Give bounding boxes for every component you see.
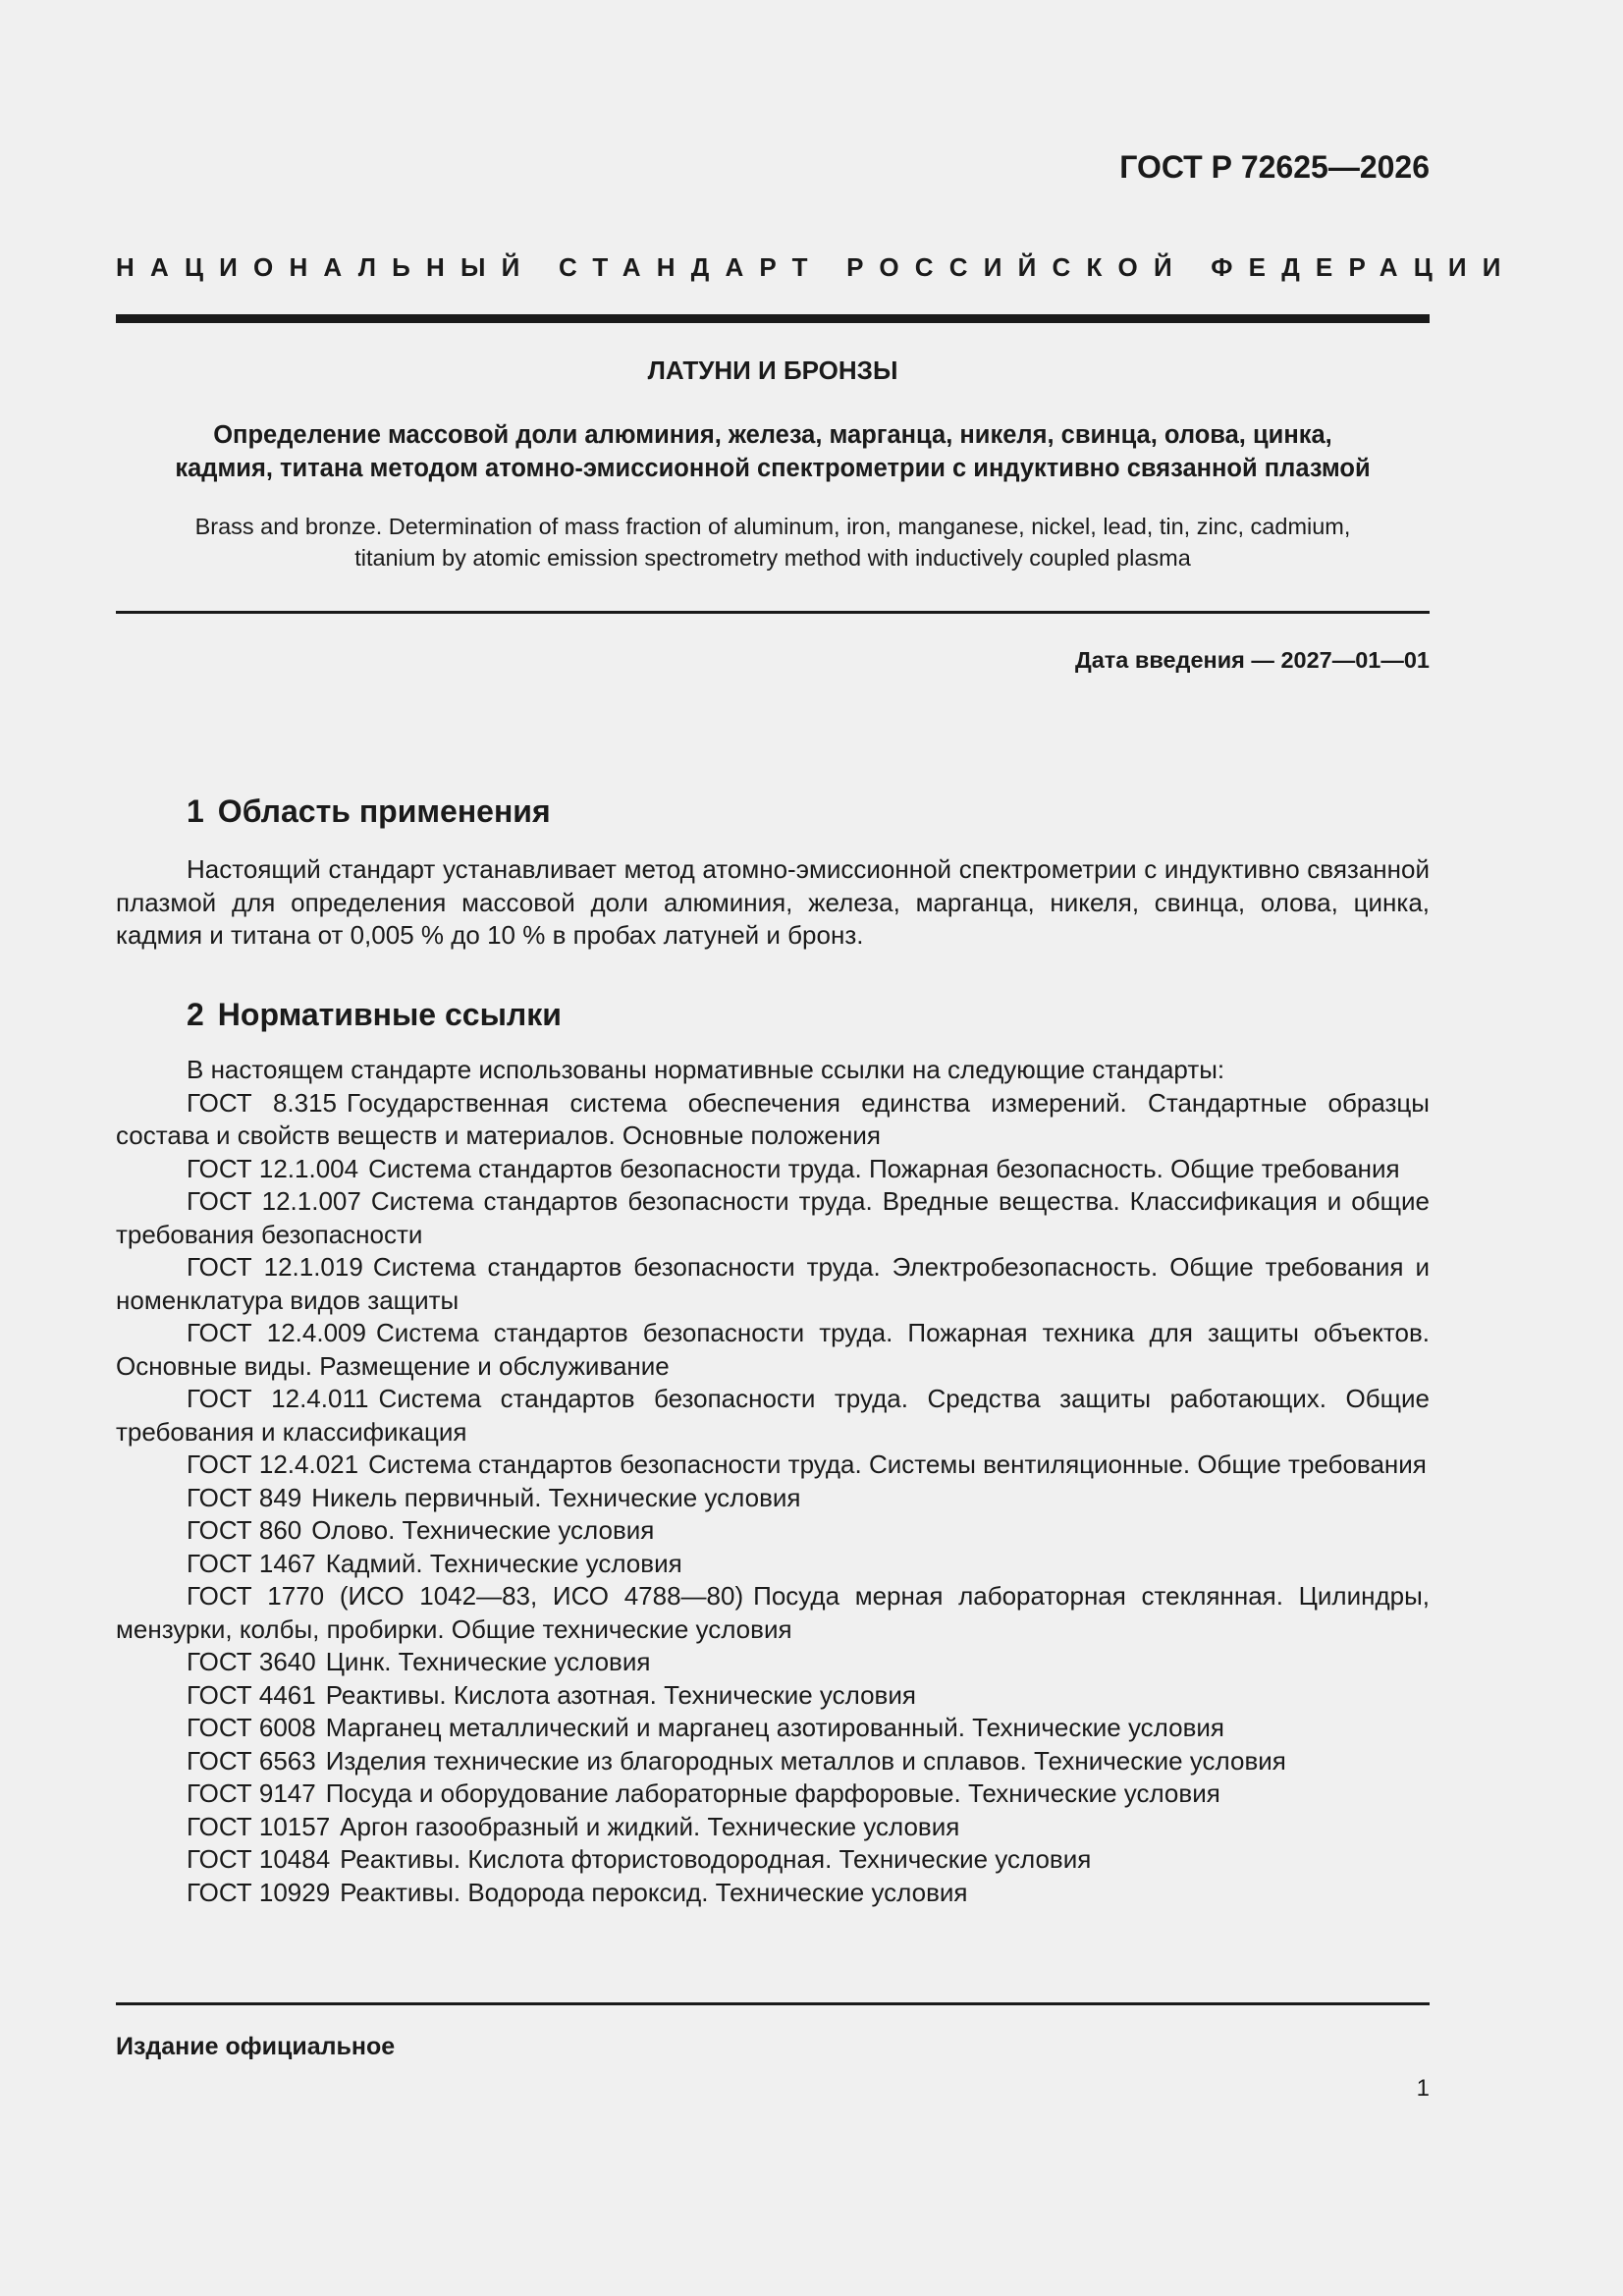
reference-code: ГОСТ 4461: [187, 1679, 316, 1710]
document-subtitle-line-2: кадмия, титана методом атомно-эмиссионной спектрометрии с индуктивно связанной плазмой: [175, 455, 1371, 482]
section-1-title: Область применения: [217, 793, 551, 829]
reference-item: [116, 1317, 1430, 1383]
english-title-line-1: Brass and bronze. Determination of mass fraction of aluminum, iron, manganese, nickel, lead, tin, zinc, cadmium,: [194, 514, 1351, 539]
references-intro: В настоящем стандарте использованы нормативные ссылки на следующие стандарты:: [187, 1055, 1225, 1084]
reference-item: [116, 1087, 1430, 1153]
english-title-line-2: titanium by atomic emission spectrometry method with inductively coupled plasma: [354, 545, 1191, 571]
reference-title: Система стандартов безопасности труда. Вредные вещества. Классификация и общие требования безопасности: [116, 1186, 1430, 1249]
reference-code: ГОСТ 1770 (ИСО 1042—83, ИСО 4788—80): [187, 1581, 744, 1611]
reference-title: Кадмий. Технические условия: [325, 1548, 682, 1578]
header-divider: [116, 314, 1430, 323]
document-page: [116, 0, 1517, 2296]
reference-code: ГОСТ 12.1.019: [187, 1252, 363, 1282]
document-number: ГОСТ Р 72625—2026: [1119, 149, 1430, 185]
reference-title: Государственная система обеспечения единства измерений. Стандартные образцы состава и свойств веществ и материалов. Основные положения: [116, 1087, 1430, 1150]
reference-title: Система стандартов безопасности труда. Системы вентиляционные. Общие требования: [368, 1449, 1427, 1479]
reference-code: ГОСТ 6008: [187, 1713, 316, 1742]
section-1-number: 1: [187, 793, 204, 829]
reference-title: Система стандартов безопасности труда. Пожарная безопасность. Общие требования: [368, 1153, 1400, 1183]
reference-code: ГОСТ 12.1.007: [187, 1186, 361, 1216]
reference-title: Изделия технические из благородных металлов и сплавов. Технические условия: [325, 1745, 1286, 1776]
reference-title: Аргон газообразный и жидкий. Технические условия: [340, 1811, 960, 1841]
normative-references-list: [116, 1054, 1430, 1909]
reference-title: Марганец металлический и марганец азотированный. Технические условия: [325, 1713, 1225, 1742]
reference-title: Реактивы. Кислота фтористоводородная. Технические условия: [340, 1844, 1092, 1874]
section-1-heading: [187, 792, 551, 831]
reference-code: ГОСТ 10157: [187, 1811, 331, 1841]
reference-title: Цинк. Технические условия: [325, 1647, 651, 1676]
section-2-heading: [187, 995, 562, 1034]
reference-item: [116, 1745, 1430, 1778]
reference-item: [116, 1548, 1430, 1581]
reference-title: Посуда и оборудование лабораторные фарфоровые. Технические условия: [325, 1778, 1220, 1808]
reference-item: [116, 1251, 1430, 1317]
reference-code: ГОСТ 12.4.021: [187, 1449, 359, 1479]
english-title: [116, 511, 1430, 574]
reference-code: ГОСТ 1467: [187, 1548, 316, 1578]
document-subtitle-line-1: Определение массовой доли алюминия, железа, марганца, никеля, свинца, олова, цинка,: [213, 421, 1332, 449]
section-2-number: 2: [187, 997, 204, 1032]
reference-code: ГОСТ 9147: [187, 1778, 316, 1808]
reference-code: ГОСТ 12.1.004: [187, 1153, 359, 1183]
reference-item: [116, 1712, 1430, 1745]
reference-item: [116, 1777, 1430, 1811]
reference-item: [116, 1580, 1430, 1646]
reference-code: ГОСТ 849: [187, 1482, 302, 1512]
reference-item: [116, 1514, 1430, 1548]
reference-code: ГОСТ 6563: [187, 1745, 316, 1776]
title-divider: [116, 611, 1430, 614]
reference-title: Реактивы. Водорода пероксид. Технические условия: [340, 1877, 968, 1907]
reference-title: Никель первичный. Технические условия: [311, 1482, 801, 1512]
section-2-title: Нормативные ссылки: [217, 997, 562, 1032]
reference-title: Реактивы. Кислота азотная. Технические условия: [325, 1679, 916, 1710]
reference-item: [116, 1482, 1430, 1515]
reference-title: Система стандартов безопасности труда. Средства защиты работающих. Общие требования и классификация: [116, 1384, 1430, 1447]
reference-item: [116, 1449, 1430, 1482]
reference-item: [116, 1679, 1430, 1713]
document-title: ЛАТУНИ И БРОНЗЫ: [647, 355, 898, 385]
reference-code: ГОСТ 12.4.011: [187, 1384, 369, 1413]
reference-title: Олово. Технические условия: [311, 1515, 655, 1545]
section-1-paragraph: Настоящий стандарт устанавливает метод атомно-эмиссионной спектрометрии с индуктивно связанной плазмой для определения массовой доли алюминия, железа, марганца, никеля, свинца, олова, цинка, кадмия и титана от 0,005 % до 10 % в пробах латуней и бронз.: [116, 854, 1430, 950]
reference-item: [116, 1185, 1430, 1251]
reference-item: [116, 1811, 1430, 1844]
reference-code: ГОСТ 8.315: [187, 1087, 338, 1118]
reference-code: ГОСТ 860: [187, 1515, 302, 1545]
reference-code: ГОСТ 12.4.009: [187, 1318, 366, 1347]
reference-item: [116, 1383, 1430, 1449]
reference-item: [116, 1877, 1430, 1910]
reference-title: Посуда мерная лабораторная стеклянная. Цилиндры, мензурки, колбы, пробирки. Общие технические условия: [116, 1581, 1431, 1644]
reference-item: [116, 1646, 1430, 1679]
national-standard-banner: НАЦИОНАЛЬНЫЙ СТАНДАРТ РОССИЙСКОЙ ФЕДЕРАЦИИ: [116, 252, 1517, 282]
reference-title: Система стандартов безопасности труда. Электробезопасность. Общие требования и номенклатура видов защиты: [116, 1252, 1430, 1315]
reference-item: [116, 1153, 1430, 1186]
page-number: 1: [1416, 2075, 1430, 2102]
reference-code: ГОСТ 3640: [187, 1647, 316, 1676]
document-subtitle: [116, 418, 1430, 485]
reference-title: Система стандартов безопасности труда. Пожарная техника для защиты объектов. Основные виды. Размещение и обслуживание: [116, 1318, 1430, 1381]
introduction-date: Дата введения — 2027—01—01: [1074, 647, 1430, 673]
reference-item: [116, 1843, 1430, 1877]
official-edition-label: Издание официальное: [116, 2033, 396, 2060]
reference-code: ГОСТ 10484: [187, 1844, 331, 1874]
footer-divider: [116, 2002, 1430, 2005]
reference-code: ГОСТ 10929: [187, 1877, 331, 1907]
